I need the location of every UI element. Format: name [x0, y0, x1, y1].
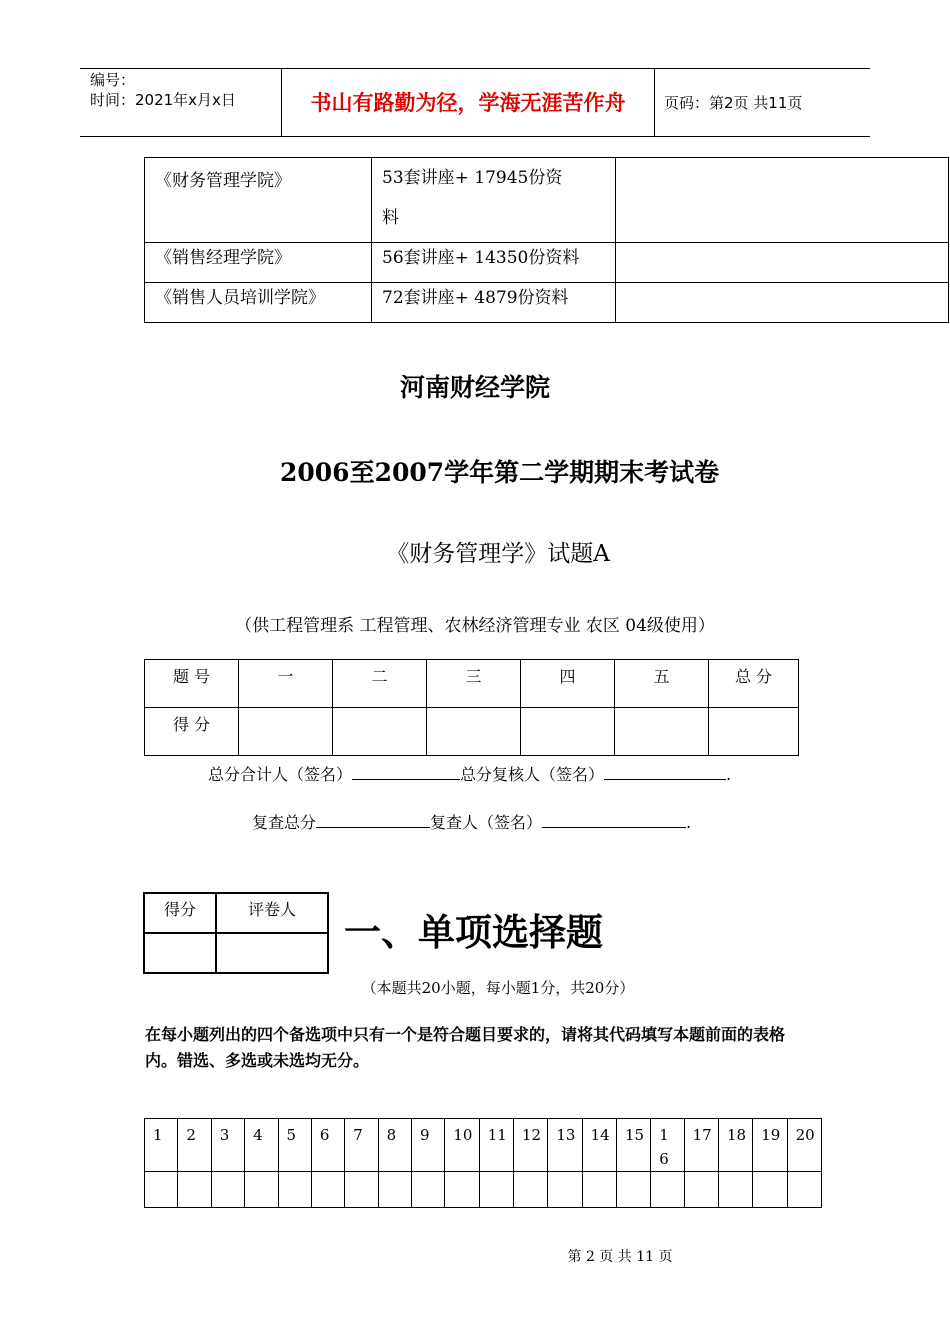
total-counter-label: 总分合计人（签名） [208, 765, 353, 784]
header-meta [90, 70, 236, 110]
resource-name: 《销售人员培训学院》 [145, 283, 372, 323]
answer-number-cell: 6 [311, 1119, 344, 1172]
empty-cell [616, 283, 949, 323]
answer-number-row [145, 1119, 822, 1172]
answer-number-cell: 17 [684, 1119, 718, 1172]
score-header-cell: 题 号 [145, 660, 239, 708]
header-divider [654, 68, 655, 136]
answer-number-cell: 14 [582, 1119, 616, 1172]
score-cell[interactable] [615, 708, 709, 756]
answer-input-cell[interactable] [211, 1172, 244, 1208]
answer-number-cell: 19 [753, 1119, 787, 1172]
resource-desc [372, 158, 616, 243]
school-title: 河南财经学院 [399, 373, 550, 402]
score-table [144, 659, 799, 756]
score-header-cell: 四 [521, 660, 615, 708]
recheck-total-field[interactable] [316, 811, 430, 828]
grader-header-cell: 得分 [144, 893, 216, 933]
answer-input-cell[interactable] [445, 1172, 479, 1208]
section-title: 一、单项选择题 [344, 910, 603, 954]
answer-number-cell: 1 [145, 1119, 178, 1172]
answer-input-cell[interactable] [548, 1172, 582, 1208]
subject-title: 《财务管理学》试题A [386, 541, 610, 567]
empty-cell [616, 243, 949, 283]
answer-input-cell[interactable] [582, 1172, 616, 1208]
answer-input-cell[interactable] [718, 1172, 752, 1208]
resource-name: 《财务管理学院》 [145, 158, 372, 243]
answer-table [144, 1118, 822, 1208]
resource-desc-line: 53套讲座+ 17945份资 [382, 168, 563, 188]
period: . [686, 813, 692, 832]
score-cell[interactable] [521, 708, 615, 756]
answer-number-cell: 1 6 [651, 1119, 684, 1172]
answer-input-cell[interactable] [684, 1172, 718, 1208]
answer-input-cell[interactable] [345, 1172, 378, 1208]
total-reviewer-field[interactable] [604, 763, 726, 780]
answer-input-cell[interactable] [278, 1172, 311, 1208]
table-row [145, 158, 949, 243]
resource-desc: 56套讲座+ 14350份资料 [372, 243, 616, 283]
period: . [726, 765, 732, 784]
grader-table [143, 892, 329, 974]
section-instruction: 在每小题列出的四个备选项中只有一个是符合题目要求的，请将其代码填写本题前面的表格内。错选、多选或未选均无分。 [145, 1025, 786, 1070]
header-bottom-rule [80, 136, 870, 137]
answer-number-cell: 2 [178, 1119, 211, 1172]
total-reviewer-label: 总分复核人（签名） [460, 765, 605, 784]
answer-number-cell: 12 [514, 1119, 548, 1172]
answer-input-cell[interactable] [651, 1172, 684, 1208]
table-row [145, 283, 949, 323]
answer-input-cell[interactable] [753, 1172, 787, 1208]
answer-input-cell[interactable] [479, 1172, 513, 1208]
answer-number-cell: 5 [278, 1119, 311, 1172]
score-cell[interactable] [239, 708, 333, 756]
signature-line-1 [208, 762, 731, 785]
answer-number-cell: 10 [445, 1119, 479, 1172]
answer-number-cell: 15 [616, 1119, 650, 1172]
answer-input-cell[interactable] [412, 1172, 445, 1208]
signature-line-2 [252, 810, 691, 833]
answer-number-cell: 18 [718, 1119, 752, 1172]
grader-header-cell: 评卷人 [216, 893, 328, 933]
answer-number-cell: 4 [245, 1119, 278, 1172]
usage-note: （供工程管理系 工程管理、农林经济管理专业 农区 04级使用） [235, 616, 715, 636]
score-row [145, 708, 799, 756]
recheck-total-label: 复查总分 [252, 813, 317, 832]
score-cell[interactable] [709, 708, 799, 756]
table-row [145, 243, 949, 283]
answer-number-cell: 13 [548, 1119, 582, 1172]
score-header-cell: 一 [239, 660, 333, 708]
answer-input-cell[interactable] [145, 1172, 178, 1208]
rechecker-field[interactable] [542, 811, 686, 828]
grader-row [144, 933, 328, 973]
term-title: 2006至2007学年第二学期期末考试卷 [280, 458, 720, 487]
answer-input-cell[interactable] [616, 1172, 650, 1208]
resource-table [144, 157, 949, 323]
answer-number-cell: 20 [787, 1119, 821, 1172]
score-header-cell: 三 [427, 660, 521, 708]
score-cell[interactable] [333, 708, 427, 756]
answer-number-cell: 7 [345, 1119, 378, 1172]
grader-header-row [144, 893, 328, 933]
empty-cell [616, 158, 949, 243]
page-footer: 第 2 页 共 11 页 [567, 1249, 673, 1265]
answer-input-row [145, 1172, 822, 1208]
score-header-cell: 五 [615, 660, 709, 708]
answer-input-cell[interactable] [245, 1172, 278, 1208]
answer-input-cell[interactable] [311, 1172, 344, 1208]
score-header-cell: 二 [333, 660, 427, 708]
answer-input-cell[interactable] [514, 1172, 548, 1208]
answer-number-cell: 8 [378, 1119, 411, 1172]
score-header-row [145, 660, 799, 708]
resource-desc: 72套讲座+ 4879份资料 [372, 283, 616, 323]
doc-time-label: 时间：2021年x月x日 [90, 91, 236, 109]
answer-number-cell: 9 [412, 1119, 445, 1172]
doc-code-label: 编号： [90, 71, 136, 89]
answer-input-cell[interactable] [787, 1172, 821, 1208]
answer-number-cell: 11 [479, 1119, 513, 1172]
score-cell[interactable] [427, 708, 521, 756]
score-row-label: 得 分 [145, 708, 239, 756]
total-counter-field[interactable] [352, 763, 460, 780]
rechecker-label: 复查人（签名） [430, 813, 543, 832]
grader-score-cell[interactable] [144, 933, 216, 973]
grader-name-cell[interactable] [216, 933, 328, 973]
resource-desc-line: 料 [382, 208, 399, 228]
answer-input-cell[interactable] [178, 1172, 211, 1208]
header-page-info: 页码：第2页 共11页 [664, 94, 803, 112]
section-note: （本题共20小题，每小题1分，共20分） [361, 979, 635, 997]
answer-number-cell: 3 [211, 1119, 244, 1172]
score-header-cell: 总 分 [709, 660, 799, 708]
header-motto: 书山有路勤为径，学海无涯苦作舟 [310, 91, 626, 115]
answer-input-cell[interactable] [378, 1172, 411, 1208]
resource-name: 《销售经理学院》 [145, 243, 372, 283]
